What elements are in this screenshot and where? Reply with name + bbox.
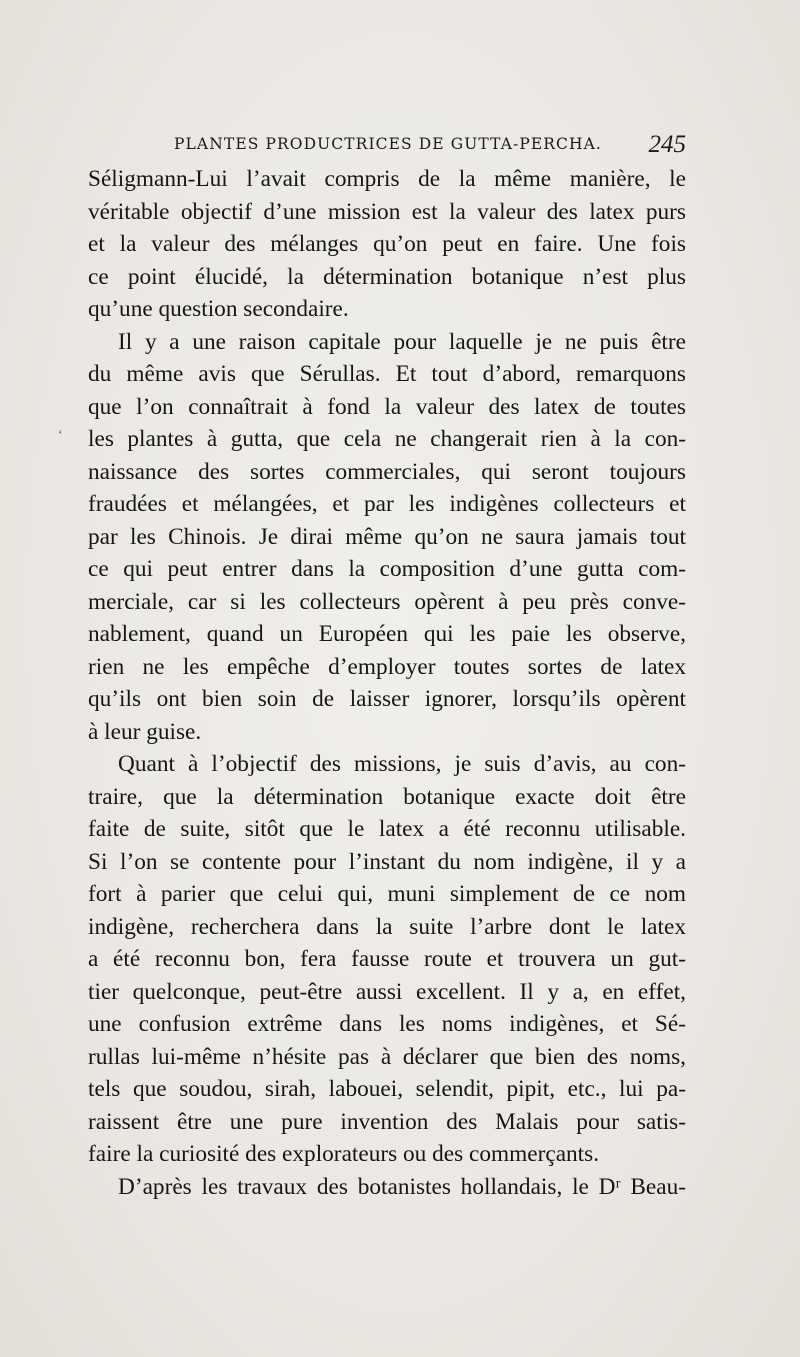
running-title: PLANTES PRODUCTRICES DE GUTTA-PERCHA. [174, 135, 602, 153]
text-line: a été reconnu bon, fera fausse route et trouvera un gut- [88, 946, 686, 972]
text-line: Quant à l’objectif des missions, je suis d’avis, au con- [118, 751, 686, 777]
text-line: rullas lui-même n’hésite pas à déclarer que bien des noms, [88, 1043, 686, 1070]
text-line: par les Chinois. Je dirai même qu’on ne saura jamais tout [88, 523, 686, 550]
text-line: qu’ils ont bien soin de laisser ignorer, lorsqu’ils opèrent [88, 686, 686, 712]
text-line: tier quelconque, peut-être aussi excellent. Il y a, en effet, [88, 978, 686, 1005]
text-line: rien ne les empêche d’employer toutes sortes de latex [88, 653, 686, 680]
text-line: merciale, car si les collecteurs opèrent à peu près conve- [88, 588, 686, 615]
text-line: une confusion extrême dans les noms indigènes, et Sé- [88, 1011, 686, 1037]
text-line: fort à parier que celui qui, muni simplement de ce nom [88, 881, 686, 907]
text-line: D’après les travaux des botanistes hollandais, le Dʳ Beau- [118, 1173, 686, 1200]
text-line: nablement, quand un Européen qui les paie les observe, [88, 621, 686, 647]
margin-mark: ‘ [58, 428, 63, 443]
text-line: que l’on connaîtrait à fond la valeur des latex de toutes [88, 393, 686, 420]
text-line: fraudées et mélangées, et par les indigènes collecteurs et [88, 491, 686, 517]
page-header [88, 131, 686, 161]
text-line: et la valeur des mélanges qu’on peut en faire. Une fois [88, 231, 686, 257]
text-line: raissent être une pure invention des Malais pour satis- [88, 1108, 686, 1135]
text-line: Il y a une raison capitale pour laquelle je ne puis être [118, 328, 686, 355]
text-line: ce qui peut entrer dans la composition d’une gutta com- [88, 556, 686, 582]
text-line: Séligmann-Lui l’avait compris de la même manière, le [88, 166, 686, 192]
text-line: naissance des sortes commerciales, qui seront toujours [88, 458, 686, 485]
text-line: tels que soudou, sirah, labouei, selendit, pipit, etc., lui pa- [88, 1076, 686, 1102]
text-line: qu’une question secondaire. [88, 296, 349, 322]
text-line: les plantes à gutta, que cela ne changerait rien à la con- [88, 426, 686, 452]
page-number: 245 [648, 131, 686, 158]
text-line: faite de suite, sitôt que le latex a été reconnu utilisable. [88, 816, 686, 842]
text-line: véritable objectif d’une mission est la valeur des latex purs [88, 198, 686, 225]
text-line: faire la curiosité des explorateurs ou des commerçants. [88, 1141, 600, 1167]
text-line: ce point élucidé, la détermination botanique n’est plus [88, 263, 686, 290]
text-line: à leur guise. [88, 718, 202, 745]
text-line: du même avis que Sérullas. Et tout d’abord, remarquons [88, 361, 686, 387]
text-line: traire, que la détermination botanique exacte doit être [88, 783, 686, 810]
body-text [88, 163, 686, 1203]
text-line: indigène, recherchera dans la suite l’arbre dont le latex [88, 913, 686, 940]
text-line: Si l’on se contente pour l’instant du nom indigène, il y a [88, 848, 686, 875]
